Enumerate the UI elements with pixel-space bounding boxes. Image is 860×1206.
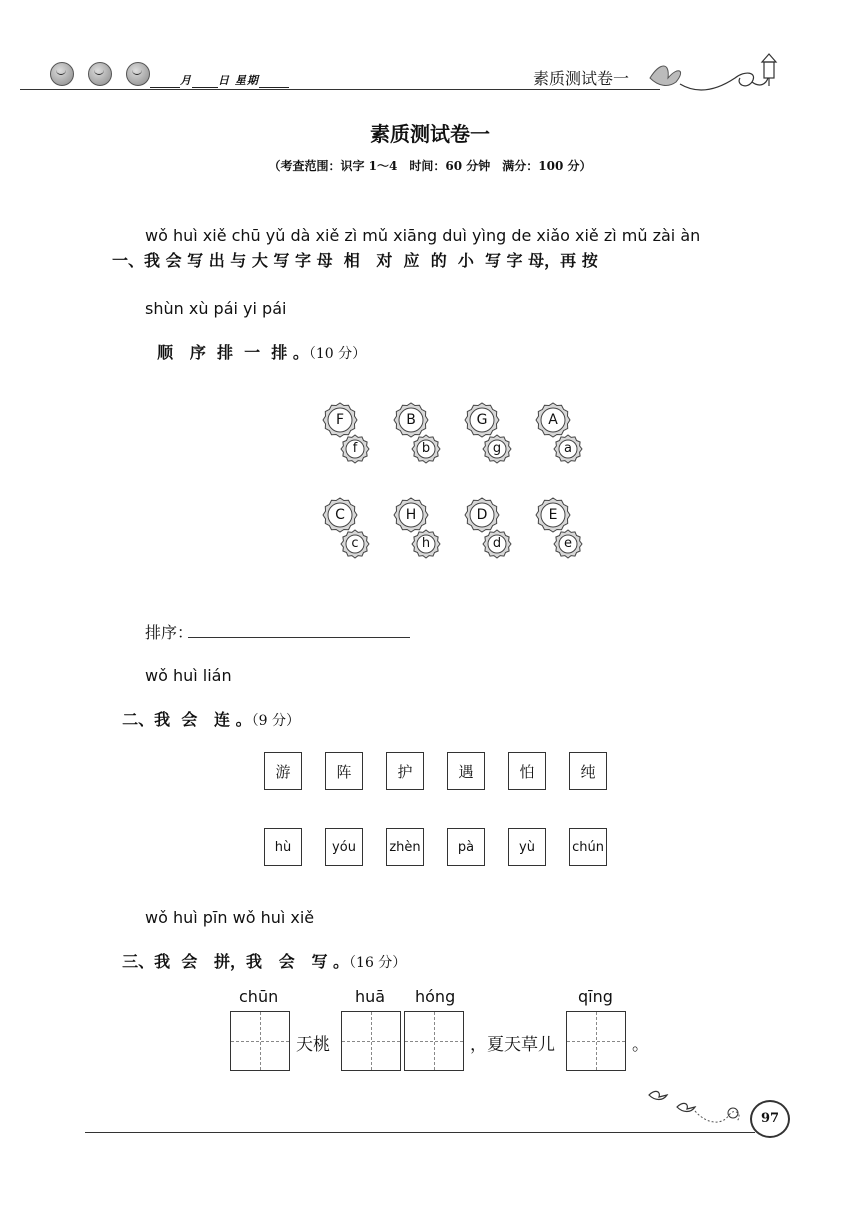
blank-pinyin: huā <box>355 987 386 1006</box>
lowercase-letter-gear <box>411 529 441 559</box>
lowercase-letter-gear <box>553 434 583 464</box>
butterfly-vine-decoration-icon <box>640 48 790 98</box>
uppercase-letter: C <box>335 507 345 523</box>
pinyin-box[interactable]: chún <box>569 828 607 866</box>
blank-pinyin: hóng <box>415 987 456 1006</box>
char-box[interactable]: 护 <box>386 752 424 790</box>
section2-pinyin: wǒ huì lián <box>145 666 232 685</box>
header-title: 素质测试卷一 <box>533 69 630 88</box>
uppercase-letter: H <box>405 507 417 523</box>
sad-face-icon <box>126 62 150 86</box>
lowercase-letter-gear <box>340 529 370 559</box>
lowercase-letter-gear <box>411 434 441 464</box>
header-divider <box>20 89 660 90</box>
page-subtitle: （考查范围：识字 1～4 时间：60 分钟 满分：100 分） <box>268 159 592 173</box>
neutral-face-icon <box>88 62 112 86</box>
sentence-text: ，夏天草儿 <box>470 1035 555 1055</box>
section3-question-line <box>112 930 406 972</box>
lowercase-letter-gear <box>340 434 370 464</box>
day-label: 日 <box>218 74 230 87</box>
uppercase-letter-gear <box>393 402 429 438</box>
section2-question-line <box>112 688 300 730</box>
char-box[interactable]: 阵 <box>325 752 363 790</box>
lowercase-letter: f <box>352 441 358 456</box>
page-title: 素质测试卷一 <box>370 122 490 146</box>
section1-question-text: 顺 序 排 一 排 。 <box>157 343 309 362</box>
lowercase-letter: e <box>564 536 572 551</box>
char-box[interactable]: 游 <box>264 752 302 790</box>
smiley-face-icon <box>50 62 74 86</box>
uppercase-letter: D <box>476 507 488 523</box>
blank-pinyin: qīng <box>578 987 613 1006</box>
lowercase-letter-gear <box>482 434 512 464</box>
lowercase-letter: c <box>351 536 359 551</box>
uppercase-letter: G <box>476 412 488 428</box>
section3-score: （16 分） <box>349 955 407 971</box>
birds-decoration-icon <box>645 1085 755 1130</box>
pinyin-box[interactable]: yù <box>508 828 546 866</box>
section1-question-line1: 一、我 会 写 出 与 大 写 字 母 相 对 应 的 小 写 字 母，再 按 <box>112 251 598 270</box>
section1-score: （10 分） <box>308 346 367 362</box>
pinyin-box[interactable]: pà <box>447 828 485 866</box>
weekday-label: 星期 <box>234 74 259 87</box>
section1-pinyin-1: wǒ huì xiě chū yǔ dà xiě zì mǔ xiāng duì yìng de xiǎo xiě zì mǔ zài àn <box>145 226 701 245</box>
lowercase-letter: h <box>421 536 431 551</box>
section2-question-text: 二、我 会 连 。 <box>122 710 252 729</box>
lowercase-letter: d <box>492 536 502 551</box>
section2-score: （9 分） <box>251 713 300 729</box>
writing-grid-box[interactable] <box>230 1011 290 1071</box>
char-box[interactable]: 怕 <box>508 752 546 790</box>
sort-label: 排序： <box>145 623 194 642</box>
lowercase-letter-gear <box>553 529 583 559</box>
uppercase-letter-gear <box>322 497 358 533</box>
char-box[interactable]: 纯 <box>569 752 607 790</box>
month-label: 月 <box>180 74 192 87</box>
uppercase-letter-gear <box>464 402 500 438</box>
char-box[interactable]: 遇 <box>447 752 485 790</box>
pinyin-box[interactable]: yóu <box>325 828 363 866</box>
uppercase-letter-gear <box>464 497 500 533</box>
page-number: 97 <box>750 1100 790 1138</box>
uppercase-letter-gear <box>393 497 429 533</box>
lowercase-letter-gear <box>482 529 512 559</box>
pinyin-box[interactable]: hù <box>264 828 302 866</box>
section1-question-line2 <box>147 321 366 363</box>
writing-grid-box[interactable] <box>341 1011 401 1071</box>
section3-pinyin: wǒ huì pīn wǒ huì xiě <box>145 908 315 927</box>
uppercase-letter-gear <box>535 497 571 533</box>
section1-pinyin-2: shùn xù pái yi pái <box>145 299 287 318</box>
uppercase-letter-gear <box>322 402 358 438</box>
uppercase-letter: B <box>406 412 416 428</box>
lowercase-letter: a <box>564 441 572 456</box>
date-fields <box>150 72 289 88</box>
section3-question-text: 三、我 会 拼，我 会 写 。 <box>122 952 350 971</box>
pinyin-box[interactable]: zhèn <box>386 828 424 866</box>
lowercase-letter: b <box>421 441 431 456</box>
uppercase-letter-gear <box>535 402 571 438</box>
writing-grid-box[interactable] <box>404 1011 464 1071</box>
uppercase-letter: F <box>335 412 345 428</box>
sentence-end-mark: 。 <box>632 1035 649 1055</box>
sentence-text: 天桃 <box>296 1035 330 1055</box>
uppercase-letter: A <box>548 412 558 428</box>
writing-grid-box[interactable] <box>566 1011 626 1071</box>
lowercase-letter: g <box>492 441 502 456</box>
footer-divider <box>85 1132 755 1133</box>
blank-pinyin: chūn <box>239 987 279 1006</box>
sort-answer-line[interactable] <box>188 637 410 638</box>
uppercase-letter: E <box>548 507 558 523</box>
